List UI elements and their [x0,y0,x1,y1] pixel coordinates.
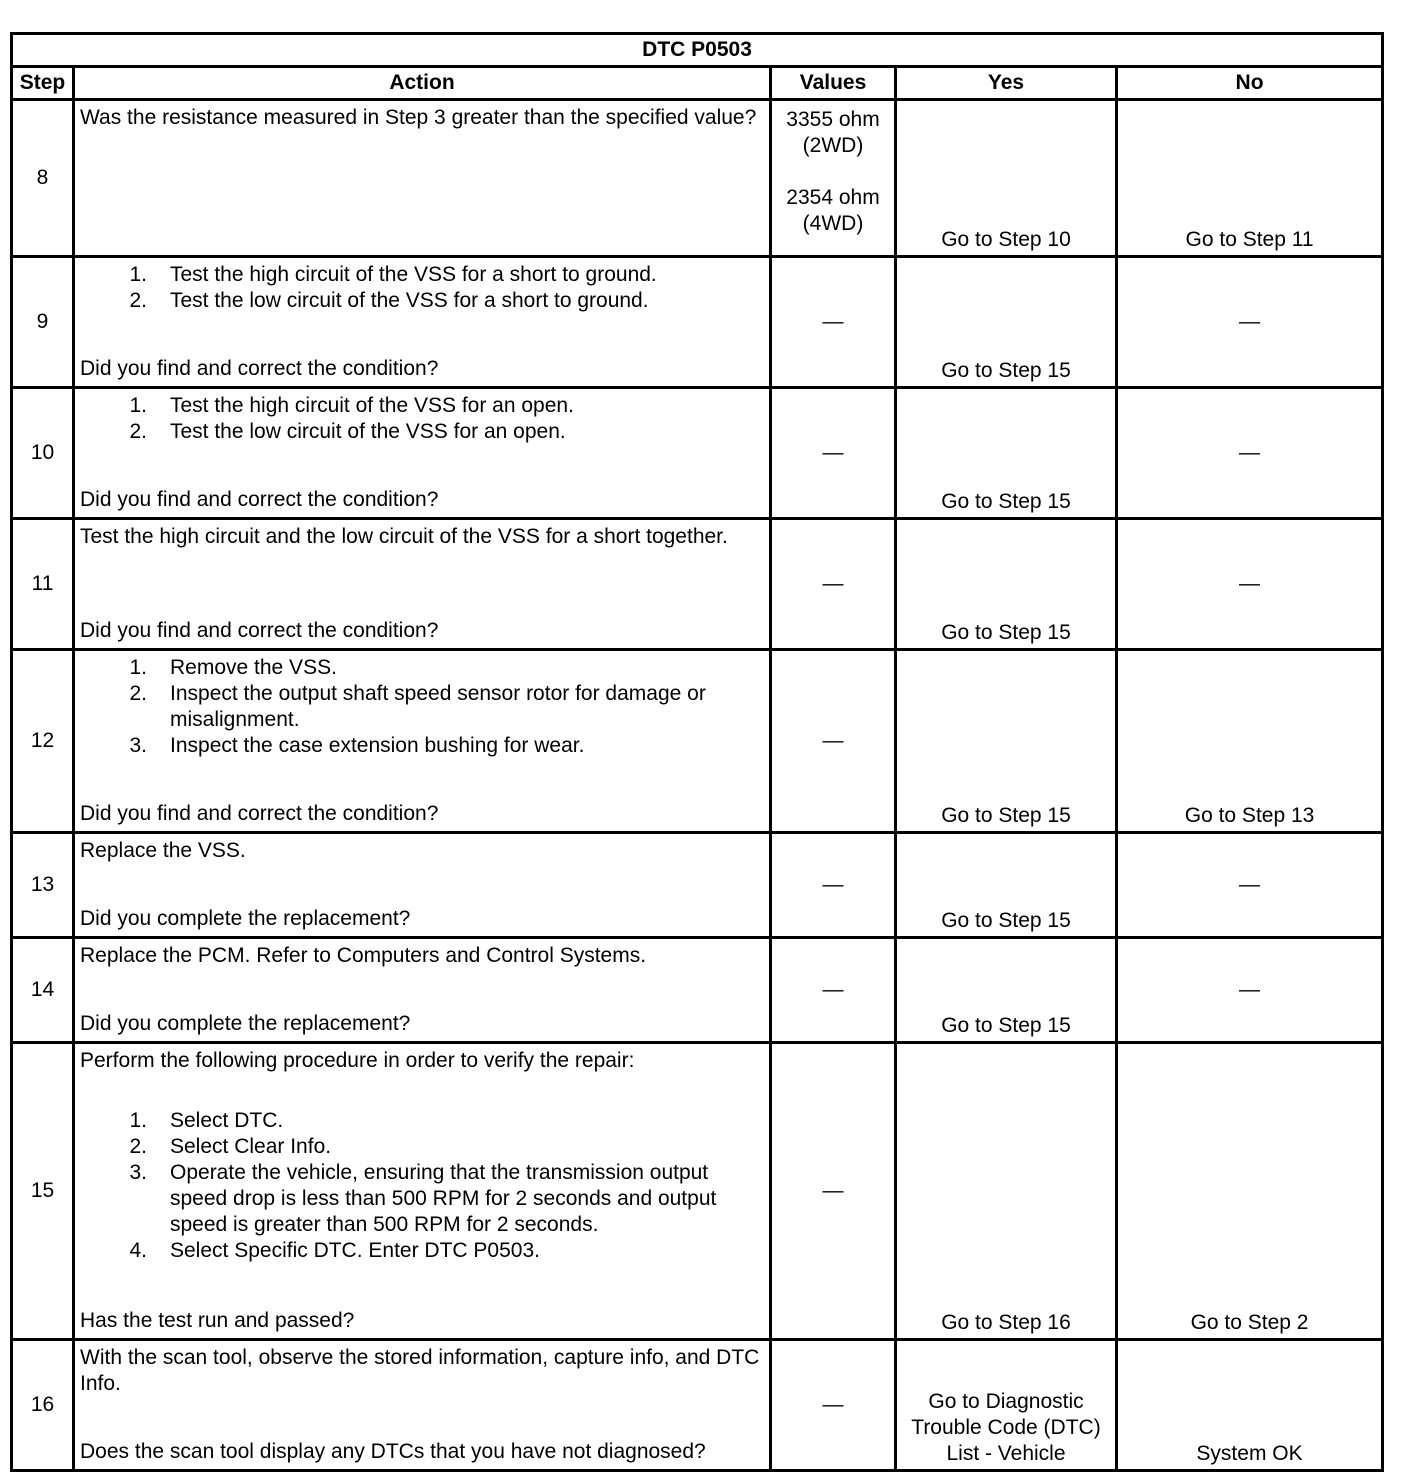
action-question: Does the scan tool display any DTCs that you have not diagnosed? [80,1440,706,1463]
list-item: 3. Operate the vehicle, ensuring that the transmission output speed drop is less than 500 RPM for 2 seconds and output speed is greater than 500 RPM for 2 seconds. [129,1161,717,1236]
header-no: No [1117,67,1383,100]
no-cell: Go to Step 13 [1117,650,1383,833]
action-question: Did you find and correct the condition? [80,802,439,825]
action-cell [74,519,771,650]
table-row [12,257,1383,388]
header-action: Action [74,67,771,100]
step-number: 11 [12,519,74,650]
dtc-table [10,32,1384,1472]
value-2wd-ohm: 3355 ohm [786,108,880,131]
values-cell: — [771,938,896,1043]
action-text: Perform the following procedure in order to verify the repair: [80,1049,635,1072]
list-item: 2. Test the low circuit of the VSS for an open. [129,420,566,443]
step-number: 13 [12,833,74,938]
no-cell: — [1117,388,1383,519]
list-item: 2. Select Clear Info. [129,1135,332,1158]
action-cell [74,100,771,257]
header-yes: Yes [896,67,1117,100]
values-cell: — [771,1043,896,1340]
list-item: 3. Inspect the case extension bushing for wear. [129,734,585,757]
yes-cell: Go to Step 16 [896,1043,1117,1340]
value-2wd-label: (2WD) [802,134,864,157]
yes-cell: Go to Step 15 [896,388,1117,519]
action-steps [80,655,763,759]
list-item: 1. Select DTC. [129,1109,284,1132]
table-row [12,833,1383,938]
values-cell: — [771,257,896,388]
yes-cell: Go to Step 15 [896,833,1117,938]
step-number: 16 [12,1340,74,1471]
table-row [12,1043,1383,1340]
table-title: DTC P0503 [12,34,1383,67]
step-number: 15 [12,1043,74,1340]
no-cell: — [1117,519,1383,650]
yes-cell: Go to Step 10 [896,100,1117,257]
yes-cell: Go to Diagnostic Trouble Code (DTC) List - Vehicle [896,1340,1117,1471]
action-steps [80,393,763,445]
list-item: 4. Select Specific DTC. Enter DTC P0503. [129,1239,540,1262]
action-cell [74,257,771,388]
header-values: Values [771,67,896,100]
values-cell: — [771,519,896,650]
list-item: 1. Test the high circuit of the VSS for a short to ground. [129,263,657,286]
action-question: Has the test run and passed? [80,1309,355,1332]
values-cell: — [771,388,896,519]
action-text: Replace the VSS. [80,839,246,862]
values-cell: — [771,1340,896,1471]
table-row [12,519,1383,650]
values-cell: — [771,833,896,938]
step-number: 14 [12,938,74,1043]
yes-cell: Go to Step 15 [896,519,1117,650]
step-number: 8 [12,100,74,257]
no-cell: — [1117,938,1383,1043]
no-cell: — [1117,257,1383,388]
no-cell: System OK [1117,1340,1383,1471]
table-row [12,388,1383,519]
action-question: Did you complete the replacement? [80,907,411,930]
action-cell [74,938,771,1043]
header-step: Step [12,67,74,100]
action-question: Did you find and correct the condition? [80,619,439,642]
yes-cell: Go to Step 15 [896,938,1117,1043]
values-cell [771,100,896,257]
list-item: 1. Remove the VSS. [129,656,337,679]
action-cell [74,1043,771,1340]
no-cell: Go to Step 11 [1117,100,1383,257]
action-question: Did you find and correct the condition? [80,357,439,380]
values-cell: — [771,650,896,833]
yes-cell: Go to Step 15 [896,257,1117,388]
no-cell: — [1117,833,1383,938]
action-steps [80,1108,763,1264]
action-steps [80,262,763,314]
value-4wd-ohm: 2354 ohm [786,186,880,209]
table-row [12,1340,1383,1471]
action-cell [74,388,771,519]
value-4wd-label: (4WD) [802,212,864,235]
action-text: Was the resistance measured in Step 3 greater than the specified value? [80,106,757,129]
action-text: With the scan tool, observe the stored information, capture info, and DTC Info. [80,1346,760,1395]
table-row [12,938,1383,1043]
list-item: 2. Inspect the output shaft speed sensor rotor for damage or misalignment. [129,682,706,731]
action-cell [74,833,771,938]
yes-cell: Go to Step 15 [896,650,1117,833]
action-cell [74,650,771,833]
action-question: Did you complete the replacement? [80,1012,411,1035]
table-row [12,650,1383,833]
action-text: Replace the PCM. Refer to Computers and Control Systems. [80,944,647,967]
no-cell: Go to Step 2 [1117,1043,1383,1340]
list-item: 2. Test the low circuit of the VSS for a short to ground. [129,289,649,312]
step-number: 10 [12,388,74,519]
step-number: 9 [12,257,74,388]
action-cell [74,1340,771,1471]
list-item: 1. Test the high circuit of the VSS for an open. [129,394,574,417]
step-number: 12 [12,650,74,833]
action-question: Did you find and correct the condition? [80,488,439,511]
action-text: Test the high circuit and the low circuit of the VSS for a short together. [80,525,728,548]
table-row [12,100,1383,257]
